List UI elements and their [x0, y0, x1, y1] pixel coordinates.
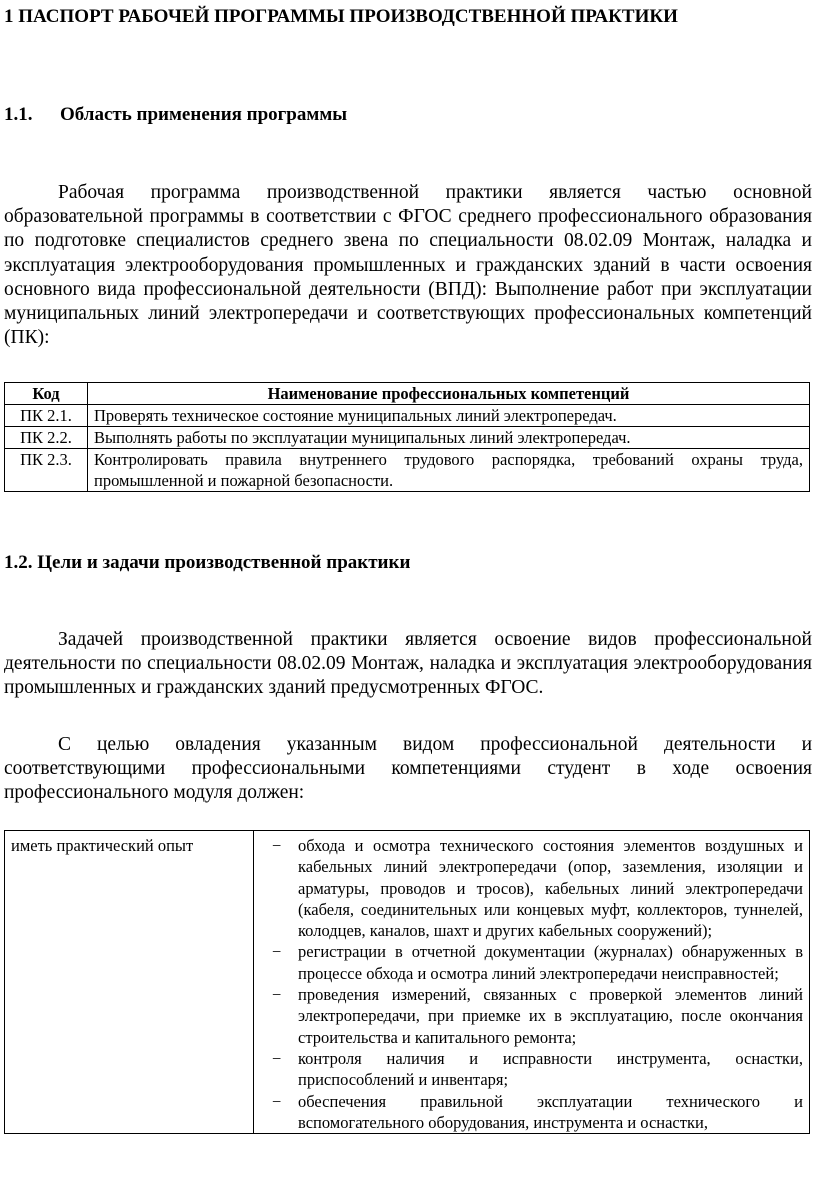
scope-paragraph: Рабочая программа производственной практики является частью основной образовательной программы в соответствии с ФГОС среднего профессионального образования по подготовке специалистов среднего звена по специальности 08.02.09 Монтаж, наладка и эксплуатация электрооборудования промышленных и гражданских зданий в части освоения основного вида профессиональной деятельности (ВПД): Выполнение работ при эксплуатации муниципальных линий электропередачи и соответствующих профессиональных компетенций (ПК):: [4, 182, 812, 349]
requirement-items-cell: [254, 831, 810, 1134]
list-item: [254, 835, 803, 941]
dash-bullet: −: [272, 1091, 282, 1111]
list-item-text: обхода и осмотра технического состояния элементов воздушных и кабельных линий электропередачи (опор, заземления, изоляции и арматуры, проводов и тросов), кабельных линий электропередачи (кабеля, соединительных или концевых муфт, коллекторов, туннелей, колодцев, каналов, шахт и других кабельных сооружений);: [298, 836, 803, 941]
requirement-list: [254, 835, 803, 1133]
table-row: [5, 427, 810, 449]
list-item: [254, 941, 803, 984]
list-item: [254, 984, 803, 1048]
goals-paragraph: Задачей производственной практики является освоение видов профессиональной деятельности по специальности 08.02.09 Монтаж, наладка и эксплуатация электрооборудования промышленных и гражданских зданий предусмотренных ФГОС.: [4, 629, 812, 699]
section-1-2-heading: 1.2. Цели и задачи производственной практики: [4, 552, 411, 573]
dash-bullet: −: [272, 836, 282, 855]
list-item-text: контроля наличия и исправности инструмента, оснастки, приспособлений и инвентаря;: [298, 1048, 803, 1090]
document-title: 1 ПАСПОРТ РАБОЧЕЙ ПРОГРАММЫ ПРОИЗВОДСТВЕННОЙ ПРАКТИКИ: [4, 6, 678, 27]
table-row: [5, 405, 810, 427]
competencies-table: [4, 382, 810, 492]
dash-bullet: −: [272, 1048, 282, 1068]
section-1-1-heading: [4, 104, 347, 126]
table-row: [5, 449, 810, 492]
requirements-table: [4, 830, 810, 1134]
list-item-text: обеспечения правильной эксплуатации технического и вспомогательного оборудования, инструмента и оснастки,: [298, 1091, 803, 1132]
objective-paragraph: С целью овладения указанным видом профессиональной деятельности и соответствующими профессиональными компетенциями студент в ходе освоения профессионального модуля должен:: [4, 734, 812, 804]
competency-name: Контролировать правила внутреннего трудового распорядка, требований охраны труда, промышленной и пожарной безопасности.: [88, 449, 810, 492]
competency-name: Выполнять работы по эксплуатации муниципальных линий электропередач.: [88, 427, 810, 449]
table-row: [5, 831, 810, 1134]
competency-code: ПК 2.3.: [5, 449, 88, 492]
header-code: Код: [5, 383, 88, 405]
competency-name: Проверять техническое состояние муниципальных линий электропередач.: [88, 405, 810, 427]
competency-code: ПК 2.2.: [5, 427, 88, 449]
header-competency-name: Наименование профессиональных компетенций: [88, 383, 810, 405]
dash-bullet: −: [272, 942, 282, 962]
requirement-label: иметь практический опыт: [5, 831, 254, 1134]
dash-bullet: −: [272, 985, 282, 1005]
list-item-text: проведения измерений, связанных с проверкой элементов линий электропередачи, при приемке их в эксплуатацию, после окончания строительства и капитального ремонта;: [298, 985, 803, 1047]
list-item-text: регистрации в отчетной документации (журналах) обнаруженных в процессе обхода и осмотра линий электропередачи неисправностей;: [298, 942, 803, 983]
list-item: [254, 1091, 803, 1134]
competencies-header-row: [5, 383, 810, 405]
section-1-1-number: 1.1.: [4, 104, 33, 125]
competency-code: ПК 2.1.: [5, 405, 88, 427]
list-item: [254, 1048, 803, 1091]
section-1-1-title: Область применения программы: [60, 104, 348, 125]
